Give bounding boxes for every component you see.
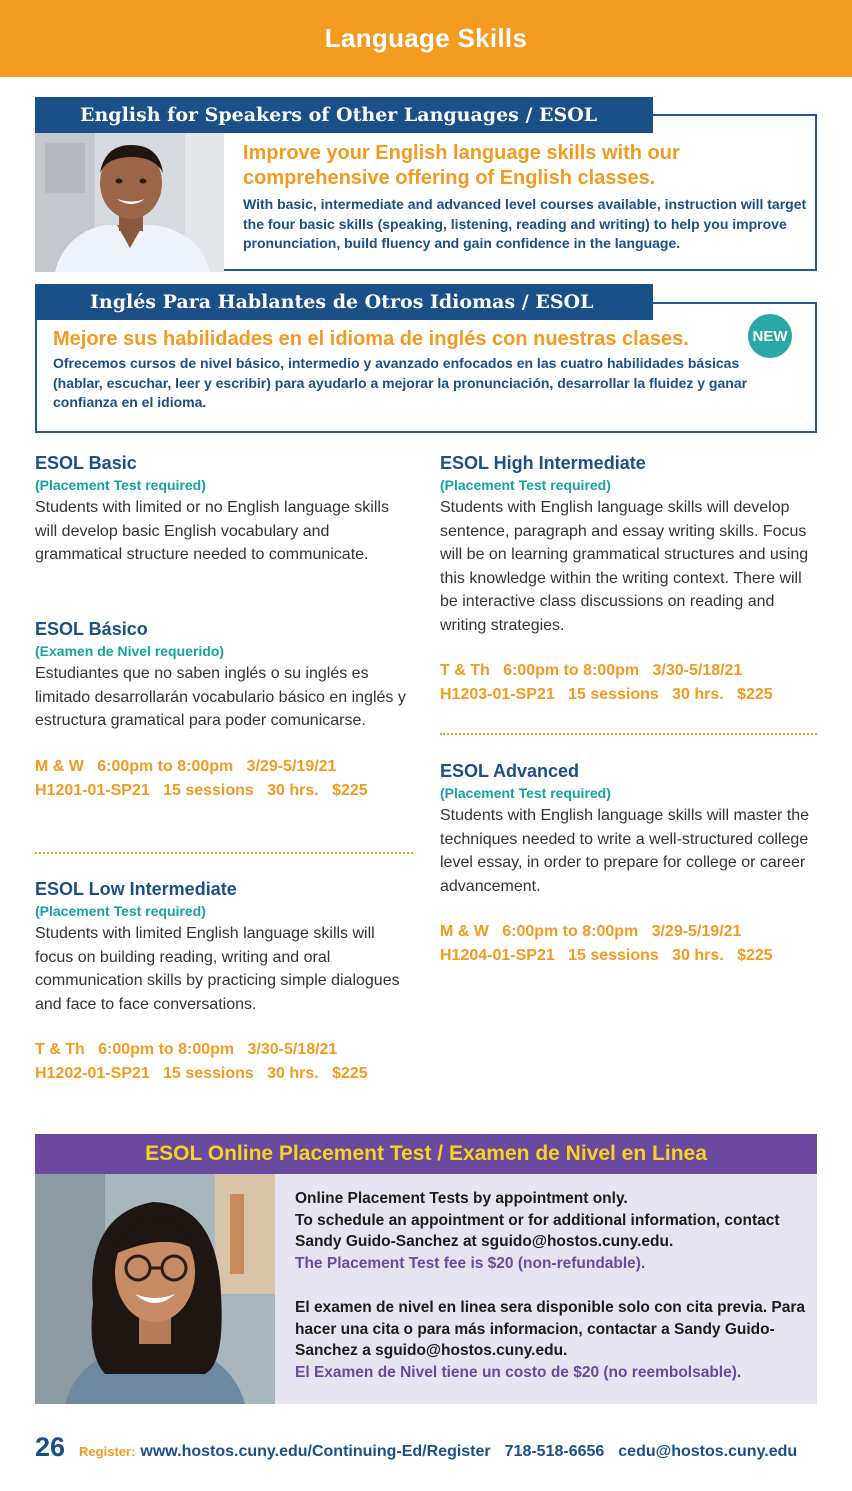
course-description: Students with limited English language skills will focus on building reading, writing and oral communication skills by practicing simple dialogues and face to face conversations. bbox=[35, 925, 400, 1013]
new-badge: NEW bbox=[748, 314, 792, 358]
course-requirement: (Placement Test required) bbox=[440, 477, 611, 493]
english-body: With basic, intermediate and advanced level courses available, instruction will target the four basic skills (speaking, listening, reading and writing) to help you improve pronunciation, build fluency and gain confidence in the language. bbox=[243, 196, 807, 251]
placement-test-title: ESOL Online Placement Test / Examen de Nivel en Linea bbox=[145, 1142, 707, 1165]
register-url-link[interactable]: www.hostos.cuny.edu/Continuing-Ed/Register bbox=[140, 1443, 491, 1460]
placement-en-fee: The Placement Test fee is $20 (non-refundable). bbox=[295, 1255, 646, 1273]
student-man-photo bbox=[35, 133, 224, 272]
email-link[interactable]: cedu@hostos.cuny.edu bbox=[618, 1443, 798, 1460]
course-schedule bbox=[35, 755, 415, 803]
course-schedule bbox=[35, 1038, 415, 1086]
course-requirement: (Placement Test required) bbox=[35, 903, 206, 919]
course-title: ESOL High Intermediate bbox=[440, 453, 646, 473]
schedule-days-times: M & W 6:00pm to 8:00pm 3/29-5/19/21 bbox=[440, 923, 742, 940]
schedule-code-price: H1204-01-SP21 15 sessions 30 hrs. $225 bbox=[440, 947, 773, 964]
schedule-days-times: T & Th 6:00pm to 8:00pm 3/30-5/18/21 bbox=[35, 1041, 338, 1058]
course-title: ESOL Básico bbox=[35, 619, 148, 639]
course-esol-high-intermediate bbox=[440, 451, 820, 707]
course-esol-basico bbox=[35, 617, 415, 803]
spanish-section-header: Inglés Para Hablantes de Otros Idiomas / ESOL bbox=[35, 284, 653, 320]
course-title: ESOL Low Intermediate bbox=[35, 879, 237, 899]
schedule-code-price: H1202-01-SP21 15 sessions 30 hrs. $225 bbox=[35, 1065, 368, 1082]
placement-en-line2: To schedule an appointment or for additional information, contact Sandy Guido-Sanchez at sguido@hostos.cuny.edu. bbox=[295, 1211, 780, 1251]
course-schedule bbox=[440, 659, 820, 707]
course-title: ESOL Advanced bbox=[440, 761, 580, 781]
placement-test-header bbox=[35, 1134, 817, 1174]
schedule-code-price: H1203-01-SP21 15 sessions 30 hrs. $225 bbox=[440, 686, 773, 703]
course-title: ESOL Basic bbox=[35, 453, 137, 473]
english-section-text bbox=[243, 141, 808, 254]
page-footer bbox=[35, 1432, 835, 1463]
course-esol-low-intermediate bbox=[35, 877, 415, 1086]
spanish-body: Ofrecemos cursos de nivel básico, intermedio y avanzado enfocados en las cuatro habilidades básicas (hablar, escuchar, leer y escribir) para ayudarlo a mejorar la pronunciación, desarrollar la fluidez y ganar confianza en el idioma. bbox=[53, 355, 748, 410]
course-description: Students with English language skills will develop sentence, paragraph and essay writing skills. Focus will be on learning grammatical structures and using this knowledge within the writing context. There will be interactive class discussions on reading and writing strategies. bbox=[440, 499, 809, 634]
register-label: Register: bbox=[79, 1444, 136, 1459]
schedule-days-times: T & Th 6:00pm to 8:00pm 3/30-5/18/21 bbox=[440, 662, 743, 679]
course-esol-basic bbox=[35, 451, 415, 567]
spanish-headline: Mejore sus habilidades en el idioma de inglés con nuestras clases. bbox=[53, 328, 689, 350]
placement-es-fee: El Examen de Nivel tiene un costo de $20 (no reembolsable). bbox=[295, 1363, 742, 1381]
course-requirement: (Examen de Nivel requerido) bbox=[35, 643, 225, 659]
course-description: Students with limited or no English language skills will develop basic English vocabulary and grammatical structure needed to communicate. bbox=[35, 499, 389, 563]
page-banner bbox=[0, 0, 852, 77]
course-esol-advanced bbox=[440, 759, 820, 968]
course-requirement: (Placement Test required) bbox=[440, 785, 611, 801]
course-description: Students with English language skills will master the techniques needed to write a well-structured college level essay, in order to prepare for college or career advancement. bbox=[440, 807, 810, 895]
page-title: Language Skills bbox=[324, 23, 528, 53]
course-schedule bbox=[440, 920, 820, 968]
english-headline: Improve your English language skills with our comprehensive offering of English classes. bbox=[243, 142, 680, 189]
spanish-section-text bbox=[53, 327, 793, 413]
course-description: Estudiantes que no saben inglés o su inglés es limitado desarrollarán vocabulario básico en inglés y estructura gramatical para poder comunicarse. bbox=[35, 665, 406, 729]
schedule-days-times: M & W 6:00pm to 8:00pm 3/29-5/19/21 bbox=[35, 757, 337, 775]
english-section-header: English for Speakers of Other Languages / ESOL bbox=[35, 97, 653, 133]
placement-test-info bbox=[295, 1188, 810, 1384]
dotted-divider bbox=[35, 852, 413, 854]
course-requirement: (Placement Test required) bbox=[35, 477, 206, 493]
dotted-divider bbox=[440, 733, 817, 735]
page-number: 26 bbox=[35, 1432, 66, 1462]
student-woman-photo bbox=[35, 1174, 275, 1404]
placement-es-line1: El examen de nivel en linea sera disponible solo con cita previa. Para hacer una cita o para más informacion, contactar a Sandy Guido-Sanchez a sguido@hostos.cuny.edu. bbox=[295, 1298, 805, 1360]
phone-number[interactable]: 718-518-6656 bbox=[504, 1443, 605, 1460]
schedule-code-price: H1201-01-SP21 15 sessions 30 hrs. $225 bbox=[35, 781, 368, 799]
placement-en-line1: Online Placement Tests by appointment only. bbox=[295, 1190, 628, 1207]
